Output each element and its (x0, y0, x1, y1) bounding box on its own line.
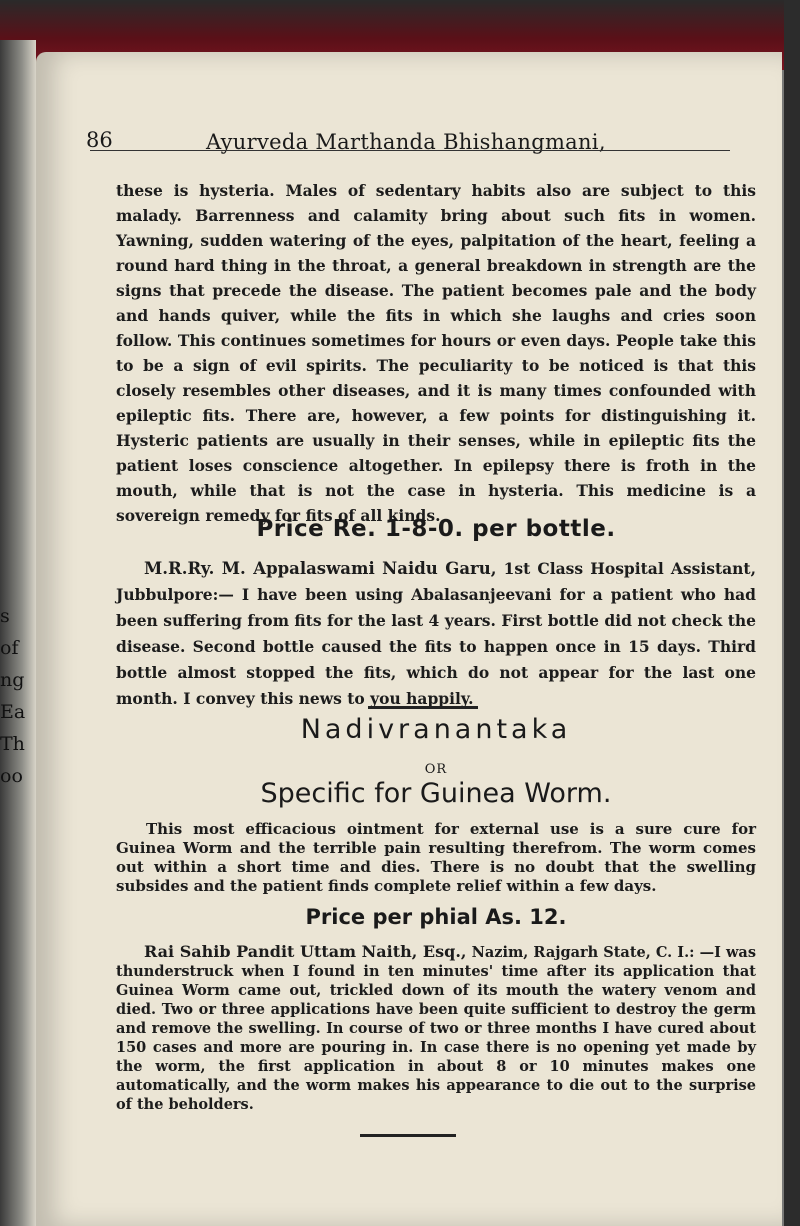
fragment: Ea (0, 701, 26, 723)
testimonial-1-text: 1st Class Hospital Assistant, Jubbulpore:— I have been using Abalasanjeevani for a patient who had been suffering from fits for the last 4 years. First bottle did not check the disease. Second bottle caused the fits to happen once in 15 days. Third bottle almost stopped the fits, which do not appear for the last one month. I convey this news to you happily. (116, 559, 756, 708)
testimonial-2 (116, 942, 756, 1114)
scan-border (784, 0, 800, 1226)
header-rule (90, 150, 730, 151)
paragraph-guinea-worm: This most efficacious ointment for external use is a sure cure for Guinea Worm and the terrible pain resulting therefrom. The worm comes out within a short time and dies. There is no doubt that the swelling subsides and the patient finds complete relief within a few days. (116, 820, 756, 895)
or-connector: OR (424, 762, 448, 777)
page-header (86, 128, 656, 158)
product-subtitle: Specific for Guinea Worm. (260, 778, 612, 809)
facing-page-fragments (0, 600, 34, 792)
page-number: 86 (86, 128, 113, 152)
fragment: ng (0, 669, 25, 691)
fragment: s (0, 605, 10, 627)
testimonial-2-name: Rai Sahib Pandit Uttam Naith, Esq., (144, 942, 467, 961)
fragment: oo (0, 765, 23, 787)
testimonial-1 (116, 556, 756, 712)
price-line-1: Price Re. 1-8-0. per bottle. (256, 516, 616, 542)
product-name: Nadivranantaka (300, 714, 572, 745)
running-title: Ayurveda Marthanda Bhishangmani, (206, 130, 606, 154)
testimonial-2-text: Nazim, Rajgarh State, C. I.: —I was thunderstruck when I found in ten minutes' time after its application that Guinea Worm came out, trickled down of its mouth the watery venom and died. Two or three applications have been quite sufficient to destroy the germ and remove the swelling. In course of two or three months I have cured about 150 cases and more are pouring in. In case there is no opening yet made by the worm, the first application in about 8 or 10 minutes makes one automatically, and the worm makes his appearance to die out to the surprise of the beholders. (116, 944, 756, 1113)
price-line-2: Price per phial As. 12. (305, 905, 567, 929)
paragraph-hysteria: these is hysteria. Males of sedentary habits also are subject to this malady. Barrenness and calamity bring about such fits in women. Yawning, sudden watering of the eyes, palpitation of the heart, feeling a round hard thing in the throat, a general breakdown in strength are the signs that precede the disease. The patient becomes pale and the body and hands quiver, while the fits in which she laughs and cries soon follow. This continues sometimes for hours or even days. People take this to be a sign of evil spirits. The peculiarity to be noticed is that this closely resembles other diseases, and it is many times confounded with epileptic fits. There are, however, a few points for distinguishing it. Hysteric patients are usually in their senses, while in epileptic fits the patient loses conscience altogether. In epilepsy there is froth in the mouth, while that is not the case in hysteria. This medicine is a sovereign remedy for fits of all kinds. (116, 181, 756, 525)
testimonial-1-name: M.R.Ry. M. Appalaswami Naidu Garu, (144, 559, 497, 578)
end-divider (360, 1134, 456, 1137)
fragment: Th (0, 733, 25, 755)
fragment: of (0, 637, 19, 659)
section-divider (368, 706, 478, 709)
